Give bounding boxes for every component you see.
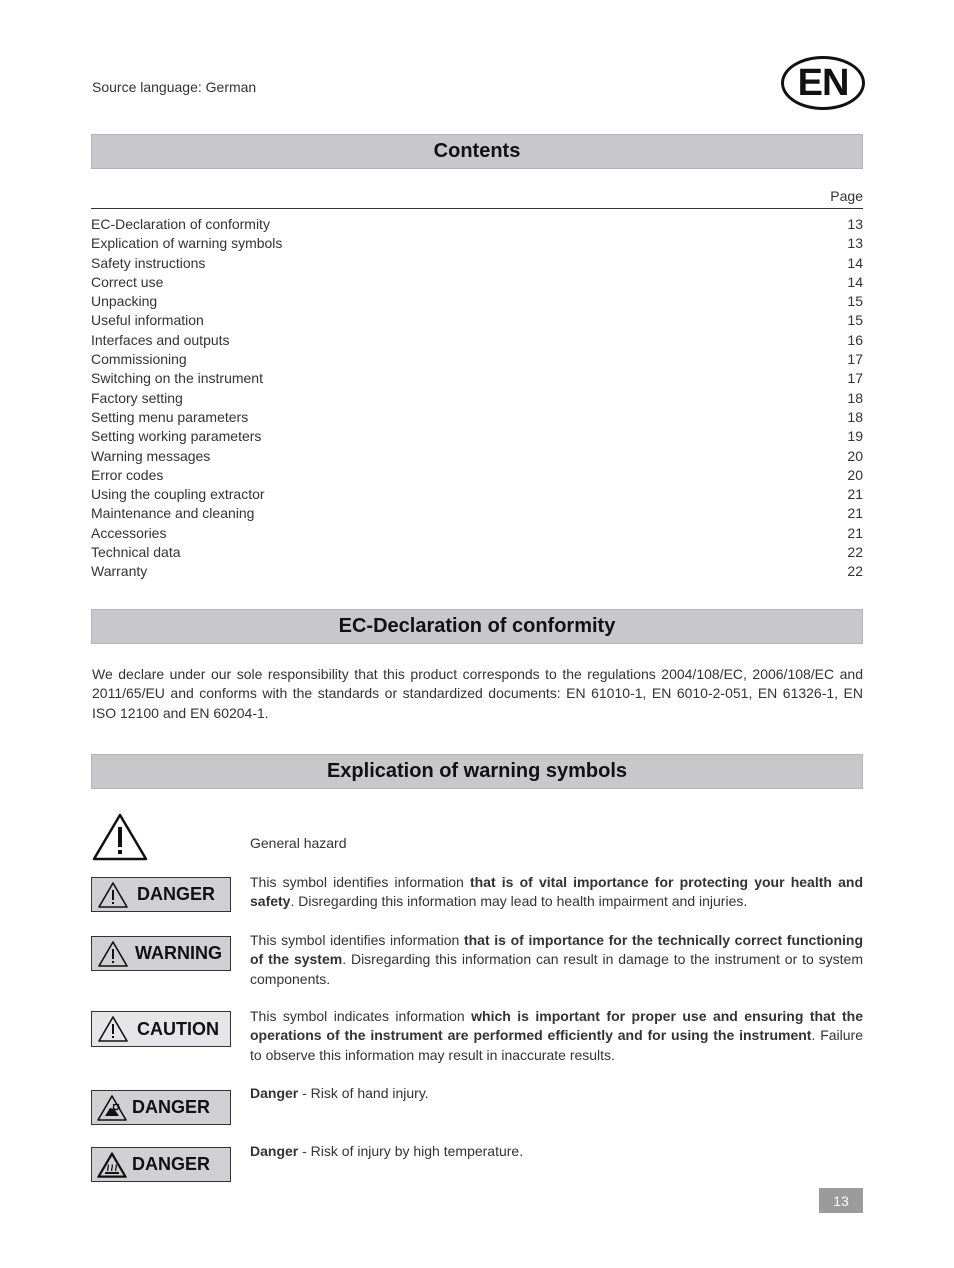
toc-entry-page: 14 xyxy=(847,254,863,271)
caution-badge-label: CAUTION xyxy=(137,1018,219,1039)
warning-badge-label: WARNING xyxy=(135,943,222,963)
toc-entry-page: 20 xyxy=(847,466,863,483)
toc-entry-label: Warning messages xyxy=(91,447,211,464)
hand-injury-text-bold: Danger xyxy=(250,1085,299,1101)
caution-description xyxy=(250,1007,863,1065)
danger-text-bold: that is of vital importance for protecting your health and safety xyxy=(250,874,863,910)
toc-entry-label: Setting working parameters xyxy=(91,428,262,445)
toc-entry-label: Maintenance and cleaning xyxy=(91,505,255,522)
toc-entry-label: Technical data xyxy=(91,544,181,561)
language-badge: EN xyxy=(781,56,865,110)
toc-entry-label: Error codes xyxy=(91,466,164,483)
toc-entry-page: 18 xyxy=(847,408,863,425)
toc-entry-page: 21 xyxy=(847,486,863,503)
hand-injury-badge-label: DANGER xyxy=(132,1097,211,1117)
toc-entry-page: 17 xyxy=(847,370,863,387)
toc-entry-label: Interfaces and outputs xyxy=(91,331,230,348)
toc-entry-label: Commissioning xyxy=(91,351,187,368)
toc-entry-page: 18 xyxy=(847,389,863,406)
warning-description xyxy=(250,931,863,989)
danger-description xyxy=(250,873,863,912)
toc-entry xyxy=(91,504,863,523)
hand-injury-description xyxy=(250,1084,863,1103)
hand-injury-icon xyxy=(96,1094,128,1122)
caution-badge xyxy=(91,1011,231,1047)
toc-entry xyxy=(91,427,863,446)
toc-entry-page: 15 xyxy=(847,293,863,310)
warning-triangle-icon xyxy=(97,881,129,909)
toc-entry-label: Safety instructions xyxy=(91,254,206,271)
caution-text-pre: This symbol indicates information xyxy=(250,1008,472,1024)
danger-text-pre: This symbol identifies information xyxy=(250,874,470,890)
caution-text-post: . Failure to observe this information may result in inaccurate results. xyxy=(250,1027,863,1063)
page-number: 13 xyxy=(819,1188,863,1213)
toc-entry-label: Switching on the instrument xyxy=(91,370,263,387)
toc-entry-page: 22 xyxy=(847,563,863,580)
source-language: Source language: German xyxy=(92,79,257,95)
general-hazard-text: General hazard xyxy=(250,835,347,851)
toc-entry-label: Setting menu parameters xyxy=(91,408,249,425)
toc-page-column-label: Page xyxy=(830,188,863,204)
danger-text-post: . Disregarding this information may lead to health impairment and injuries. xyxy=(290,893,748,910)
warning-triangle-icon xyxy=(97,940,129,968)
warning-text-post: . Disregarding this information can result in damage to the instrument or to system components. xyxy=(250,951,864,987)
toc-entry-page: 14 xyxy=(847,273,863,290)
high-temperature-badge-label: DANGER xyxy=(132,1154,211,1174)
toc-entry xyxy=(91,466,863,485)
toc-entry xyxy=(91,215,863,234)
toc-entry xyxy=(91,311,863,330)
toc-entry-label: Accessories xyxy=(91,524,167,541)
danger-badge xyxy=(91,877,231,912)
toc-entry-page: 20 xyxy=(847,447,863,464)
high-temperature-text-post: - Risk of injury by high temperature. xyxy=(298,1143,524,1159)
toc-entry-label: Unpacking xyxy=(91,293,158,310)
high-temperature-description xyxy=(250,1142,863,1161)
toc-entry xyxy=(91,485,863,504)
toc-divider xyxy=(91,208,863,209)
toc-entry-page: 16 xyxy=(847,331,863,348)
toc-entry xyxy=(91,331,863,350)
danger-badge-label: DANGER xyxy=(137,884,216,904)
caution-text-bold: which is important for proper use and ensuring that the operations of the instrument are performed efficiently and for using the instrument xyxy=(250,1008,863,1044)
toc-entry xyxy=(91,543,863,562)
toc-entry-label: Useful information xyxy=(91,312,204,329)
toc-entry xyxy=(91,447,863,466)
high-temperature-badge xyxy=(91,1147,231,1182)
high-temperature-text-bold: Danger xyxy=(250,1143,299,1159)
general-hazard-icon xyxy=(92,813,148,861)
warning-text-bold: that is of importance for the technically correct functioning of the system xyxy=(250,932,863,968)
toc-entry xyxy=(91,254,863,273)
warning-text-pre: This symbol identifies information xyxy=(250,932,464,948)
hot-surface-icon xyxy=(96,1151,128,1179)
toc-entry xyxy=(91,524,863,543)
toc-entry-label: Explication of warning symbols xyxy=(91,235,283,252)
toc-entry xyxy=(91,562,863,581)
toc-entry-page: 15 xyxy=(847,312,863,329)
toc-entry xyxy=(91,273,863,292)
toc-entry-page: 21 xyxy=(847,524,863,541)
toc-entry xyxy=(91,292,863,311)
toc-entry xyxy=(91,389,863,408)
toc-entry xyxy=(91,369,863,388)
table-of-contents xyxy=(91,215,863,582)
toc-entry-page: 13 xyxy=(847,235,863,252)
contents-heading: Contents xyxy=(91,134,863,169)
toc-entry-label: Factory setting xyxy=(91,389,183,406)
toc-entry xyxy=(91,234,863,253)
warning-triangle-icon xyxy=(97,1015,129,1043)
toc-entry-page: 19 xyxy=(847,428,863,445)
warning-badge xyxy=(91,936,231,971)
toc-entry-page: 13 xyxy=(847,216,863,232)
declaration-heading: EC-Declaration of conformity xyxy=(91,609,863,644)
toc-entry-page: 17 xyxy=(847,351,863,368)
symbols-heading: Explication of warning symbols xyxy=(91,754,863,789)
toc-entry-label: Warranty xyxy=(91,563,148,580)
hand-injury-badge xyxy=(91,1090,231,1125)
toc-entry-page: 21 xyxy=(847,505,863,522)
toc-entry-label: Correct use xyxy=(91,273,164,290)
declaration-text: We declare under our sole responsibility that this product corresponds to the regulations 2004/108/EC, 2006/108/EC and 2011/65/EU and conforms with the standards or standardized documents: EN 61010-1, EN 6010-2-051, EN 61326-1, EN ISO 12100 and EN 60204-1. xyxy=(92,666,863,721)
toc-entry xyxy=(91,350,863,369)
hand-injury-text-post: - Risk of hand injury. xyxy=(298,1085,429,1101)
toc-entry-label: EC-Declaration of conformity xyxy=(91,216,270,232)
toc-entry xyxy=(91,408,863,427)
toc-entry-page: 22 xyxy=(847,544,863,561)
toc-entry-label: Using the coupling extractor xyxy=(91,486,265,503)
